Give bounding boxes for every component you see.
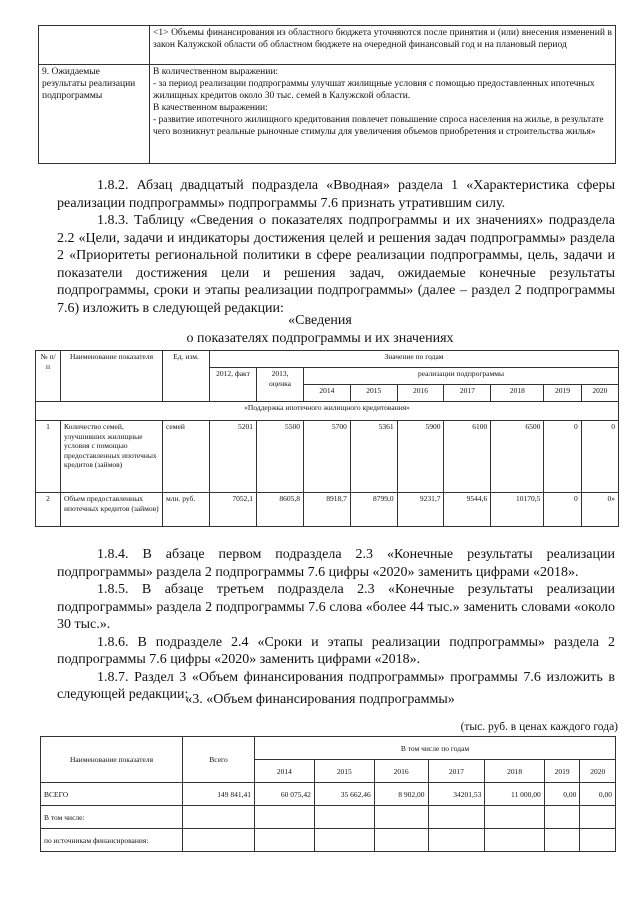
table-row: по источникам финансирования: [41,829,616,852]
row-label: 9. Ожидаемые результаты реализации подпрограммы [39,65,150,164]
text-line: В количественном выражении: [153,67,279,77]
paragraph: 1.8.6. В подразделе 2.4 «Сроки и этапы реализации подпрограммы» раздела 2 подпрограммы 7.6 цифры «2020» заменить цифрами «2018». [57,634,615,667]
table-title: «Сведения [288,313,352,328]
funding-note: <1> Объемы финансирования из областного бюджета уточняются после принятия и (или) внесения изменений в закон Калужской области об областном бюджете на очередной финансовый год и на плановый период [150,26,616,65]
table-row: 1 Количество семей, улучшивших жилищные условия с помощью предоставленных ипотечных кредитов (займов) семей 5201 5500 5700 5361 5900 6100 6500 0 0 [36,421,619,493]
section-row: «Поддержка ипотечного жилищного кредитования» [36,402,619,421]
table-row: 2 Объем предоставленных ипотечных кредитов (займов) млн. руб. 7052,1 8605,8 8918,7 8799,0 9231,7 9544,6 10170,5 0 0» [36,493,619,527]
passport-table [38,25,616,164]
text-line: - за период реализации подпрограммы улучшат жилищные условия с помощью предоставленных ипотечных жилищных кредитов около 30 тыс. семей в Калужской области. [153,79,595,101]
paragraph: 1.8.2. Абзац двадцатый подраздела «Вводная» раздела 1 «Характеристика сферы реализации подпрограммы» подпрограммы 7.6 признать утратившим силу. [57,178,615,211]
paragraph: 1.8.5. В абзаце третьем подраздела 2.3 «Конечные результаты реализации подпрограммы» раздела 2 подпрограммы 7.6 слова «более 44 тыс.» заменить словами «около 30 тыс.». [57,582,615,632]
table-row: В том числе: [41,806,616,829]
table-row: ВСЕГО 149 841,41 60 075,42 35 662,46 8 902,00 34201,53 11 000,00 0,00 0,00 [41,783,616,806]
units-note: (тыс. руб. в ценах каждого года) [460,721,618,733]
table-row [39,65,616,164]
section-title: «3. «Объем финансирования подпрограммы» [185,692,455,707]
funding-table: Наименование показателя Всего В том числе по годам 2014 2015 2016 2017 2018 2019 2020 ВСЕГО 149 841,41 60 075,42 35 662,46 8 902,00 34201,53 11 000,00 0,00 0,00 В том числе: по источникам финансирования: [40,736,616,852]
text-line: В качественном выражении: [153,103,268,113]
indicators-table: № п/п Наименование показателя Ед. изм. Значение по годам 2012, факт 2013, оценка реализации подпрограммы 2014 2015 2016 2017 2018 2019 2020 «Поддержка ипотечного жилищного кредитования» 1 Количество семей, улучшивших жилищные условия с помощью предоставленных ипотечных кредитов (займов) семей 5201 5500 5700 5361 5900 6100 6500 0 0 2 Объем предоставленных ипотечных кредитов (займов) млн. руб. 7052,1 8605,8 8918,7 8799,0 9231,7 9544,6 10170,5 0 0» [35,350,619,527]
paragraph: 1.8.7. Раздел 3 «Объем финансирования подпрограммы» программы 7.6 изложить в следующей редакции: [57,669,615,702]
table-subtitle: о показателях подпрограммы и их значениях [186,331,454,346]
paragraph: 1.8.3. Таблицу «Сведения о показателях подпрограммы и их значениях» подраздела 2.2 «Цели, задачи и индикаторы достижения целей и решения задач подпрограммы» раздела 2 «Приоритеты региональной политики в сфере реализации подпрограммы, цель, задачи и показатели достижения цели и решения задач, ожидаемые конечные результаты подпрограммы, сроки и этапы реализации подпрограммы» (далее – раздел 2 подпрограммы 7.6) изложить в следующей редакции: [57,213,615,316]
paragraphs-block-2 [57,546,615,704]
paragraphs-block-1 [57,177,615,317]
text-line: - развитие ипотечного жилищного кредитования повлечет повышение спроса населения на жилье, в результате чего возникнут реальные рыночные стимулы для увеличения объемов приобретения и строительства жилья» [153,115,604,137]
paragraph: 1.8.4. В абзаце первом подраздела 2.3 «Конечные результаты реализации подпрограммы» раздела 2 подпрограммы 7.6 цифры «2020» заменить цифрами «2018». [57,547,615,580]
table-row [39,26,616,65]
